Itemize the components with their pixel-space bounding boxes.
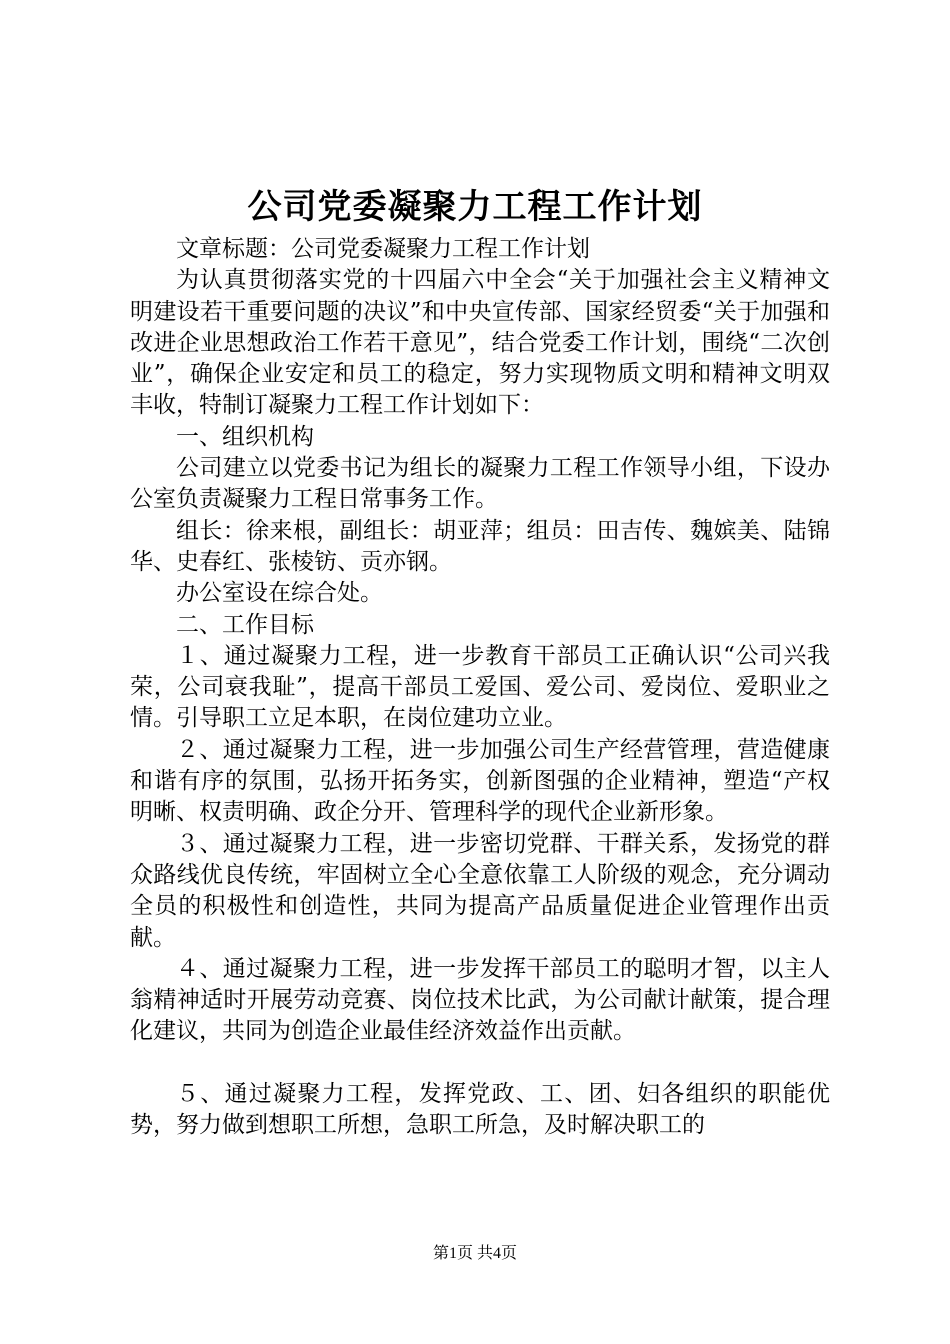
goal-item-4: ４、通过凝聚力工程，进一步发挥干部员工的聪明才智，以主人翁精神适时开展劳动竞赛、岗位技术比武，为公司献计献策，提合理化建议，共同为创造企业最佳经济效益作出贡献。 bbox=[130, 955, 830, 1045]
document-body bbox=[130, 234, 830, 1141]
goal-item-1: １、通过凝聚力工程，进一步教育干部员工正确认识“公司兴我荣，公司衰我耻”，提高干部员工爱国、爱公司、爱岗位、爱职业之情。引导职工立足本职，在岗位建功立业。 bbox=[130, 642, 830, 732]
goal-item-5: ５、通过凝聚力工程，发挥党政、工、团、妇各组织的职能优势，努力做到想职工所想，急职工所急，及时解决职工的 bbox=[130, 1080, 830, 1139]
goal-item-2: ２、通过凝聚力工程，进一步加强公司生产经营管理，营造健康和谐有序的氛围，弘扬开拓务实，创新图强的企业精神，塑造“产权明晰、权责明确、政企分开、管理科学的现代企业新形象。 bbox=[130, 736, 830, 826]
organization-paragraph: 公司建立以党委书记为组长的凝聚力工程工作领导小组，下设办公室负责凝聚力工程日常事务工作。 bbox=[130, 455, 830, 513]
intro-paragraph: 为认真贯彻落实党的十四届六中全会“关于加强社会主义精神文明建设若干重要问题的决议”和中央宣传部、国家经贸委“关于加强和改进企业思想政治工作若干意见”，结合党委工作计划，围绕“二次创业”，确保企业安定和员工的稳定，努力实现物质文明和精神文明双丰收，特制订凝聚力工程工作计划如下： bbox=[130, 267, 830, 419]
members-paragraph: 组长：徐来根，副组长：胡亚萍；组员：田吉传、魏嫔美、陆锦华、史春红、张棱钫、贡亦钢。 bbox=[130, 517, 830, 575]
goal-item-3: ３、通过凝聚力工程，进一步密切党群、干群关系，发扬党的群众路线优良传统，牢固树立全心全意依靠工人阶级的观念，充分调动全员的积极性和创造性，共同为提高产品质量促进企业管理作出贡献。 bbox=[130, 830, 830, 951]
document-title: 公司党委凝聚力工程工作计划 bbox=[247, 187, 703, 227]
article-title-line: 文章标题：公司党委凝聚力工程工作计划 bbox=[176, 236, 590, 262]
office-paragraph: 办公室设在综合处。 bbox=[176, 580, 383, 607]
page-number-footer: 第1页 共4页 bbox=[432, 1245, 517, 1262]
section-heading-organization: 一、组织机构 bbox=[176, 423, 314, 450]
section-heading-goals: 二、工作目标 bbox=[176, 611, 314, 638]
